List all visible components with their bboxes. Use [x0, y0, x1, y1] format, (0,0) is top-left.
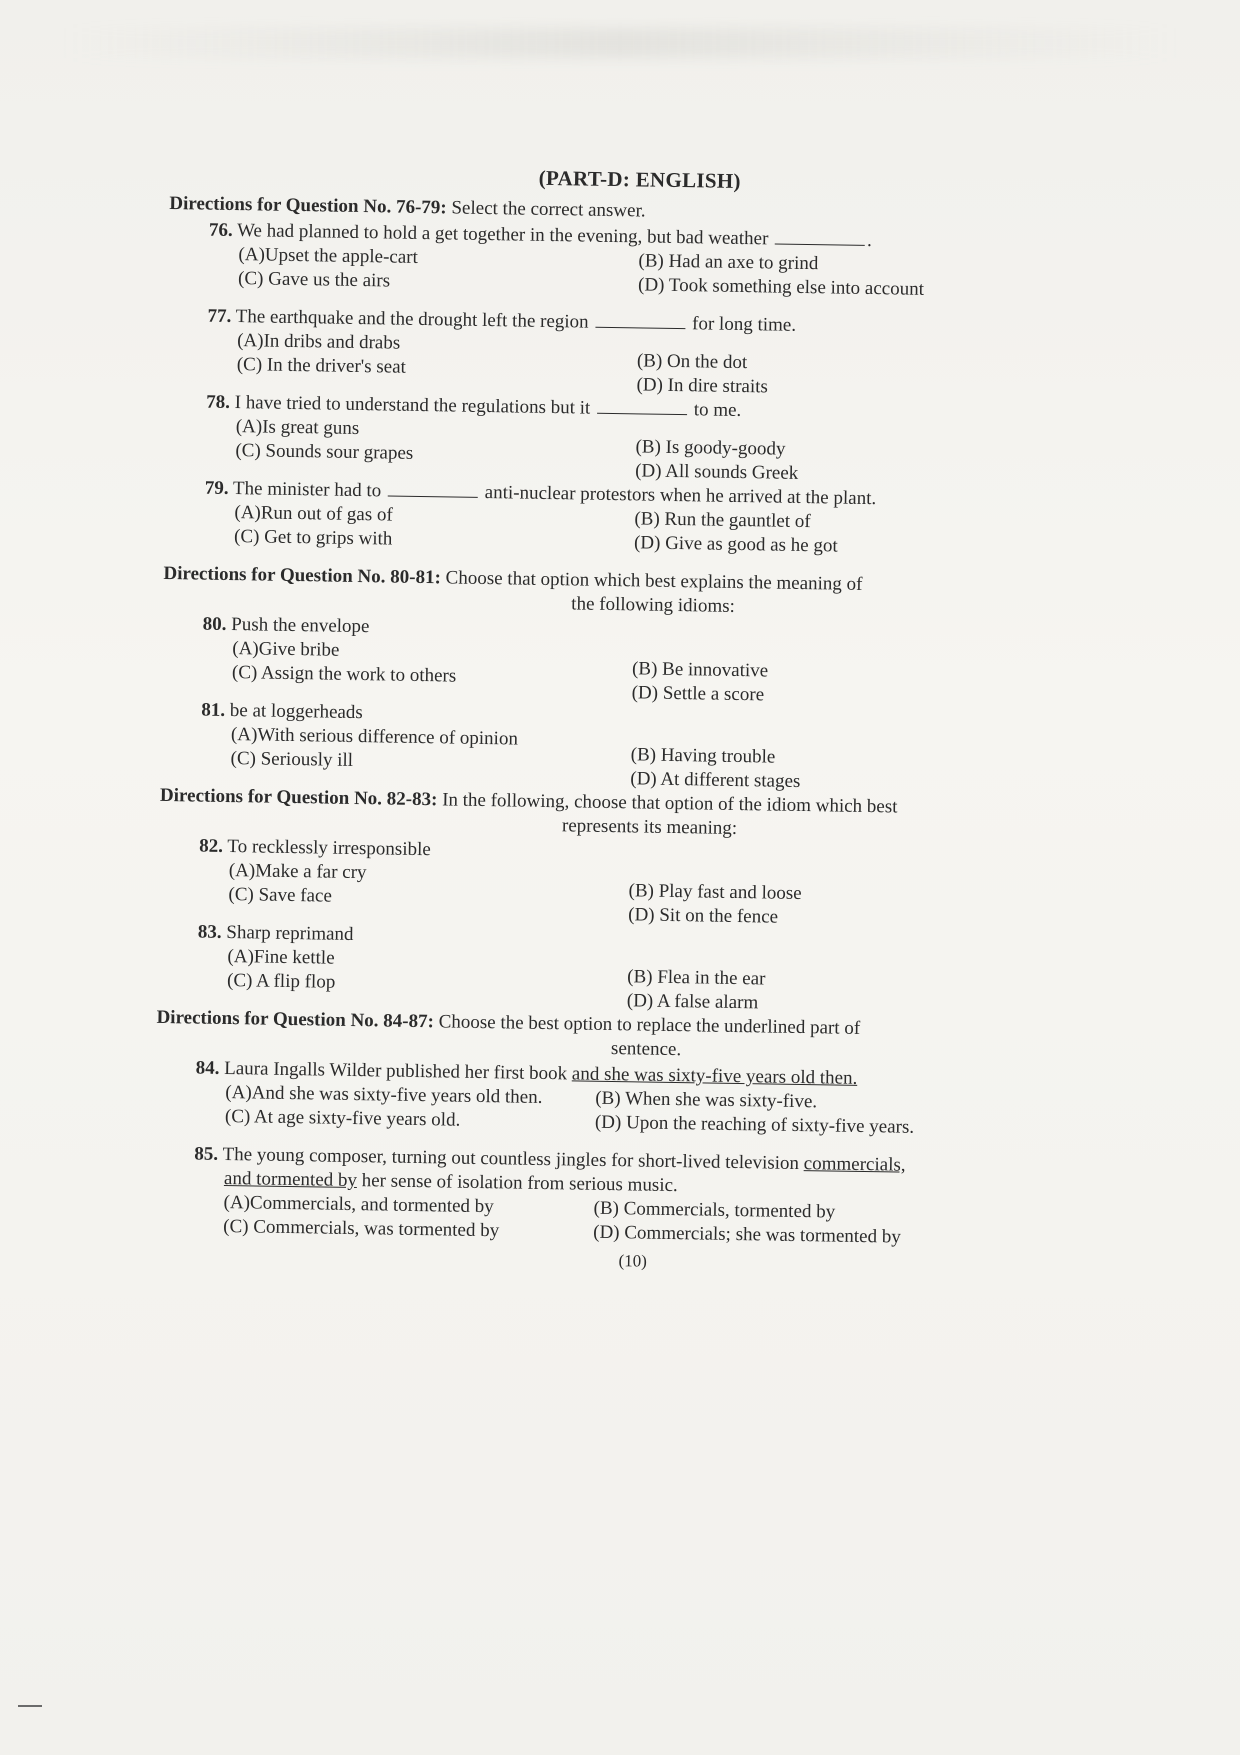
option-c: (C) Gave us the airs [237, 268, 391, 292]
option-d: (D) Sit on the fence [628, 904, 779, 928]
option-b: (B) Had an axe to grind [638, 250, 819, 275]
option-b: (B) Is goody-goody [635, 436, 786, 460]
option-d: (D) A false alarm [626, 990, 759, 1014]
question-83 [197, 921, 1058, 1014]
option-b: (B) When she was sixty-five. [595, 1087, 818, 1113]
directions-text: In the following, choose that option of the idiom which best [441, 789, 898, 818]
question-stem: 78. I have tried to understand the regulations but it to me. [206, 391, 742, 422]
question-78 [205, 391, 1066, 484]
question-85 [193, 1143, 1054, 1252]
option-c: (C) In the driver's seat [236, 354, 407, 378]
option-c: (C) Commercials, was tormented by [223, 1215, 500, 1242]
question-84 [195, 1057, 1056, 1142]
option-c: (C) Seriously ill [230, 748, 354, 771]
option-a: (A)Upset the apple-cart [238, 244, 419, 268]
directions-label: Directions for Question No. 82-83: [159, 784, 438, 811]
page-number: (10) [618, 1251, 648, 1271]
option-c: (C) Save face [228, 884, 333, 907]
option-a: (A)Fine kettle [227, 946, 335, 969]
option-a: (A)And she was sixty-five years old then. [225, 1081, 543, 1108]
directions-continuation: sentence. [610, 1038, 682, 1061]
option-a: (A)In dribs and drabs [237, 330, 401, 354]
directions-continuation: represents its meaning: [561, 815, 738, 839]
option-d: (D) Settle a score [631, 682, 765, 706]
option-d: (D) Upon the reaching of sixty-five years. [594, 1111, 915, 1138]
question-stem: 79. The minister had to anti-nuclear protestors when he arrived at the plant. [204, 477, 877, 510]
question-stem: 76. We had planned to hold a get together in the evening, but bad weather . [208, 219, 873, 252]
option-a: (A)With serious difference of opinion [230, 724, 519, 750]
question-stem-line-2: and tormented by her sense of isolation from serious music. [223, 1167, 678, 1197]
option-a: (A)Make a far cry [228, 860, 367, 884]
question-stem: 77. The earthquake and the drought left the region for long time. [207, 305, 797, 336]
question-stem: 80. Push the envelope [202, 613, 370, 638]
directions-text: Select the correct answer. [451, 197, 646, 222]
option-a: (A)Is great guns [235, 416, 360, 440]
option-b: (B) Be innovative [631, 658, 769, 682]
question-stem: 82. To recklessly irresponsible [199, 835, 431, 861]
option-b: (B) Commercials, tormented by [593, 1197, 836, 1223]
question-79 [204, 477, 1065, 562]
option-a: (A)Commercials, and tormented by [223, 1191, 494, 1218]
option-b: (B) Having trouble [630, 744, 776, 768]
option-d: (D) All sounds Greek [635, 460, 799, 484]
option-c: (C) A flip flop [226, 969, 336, 993]
option-d: (D) At different stages [630, 768, 801, 792]
underlined-part-2: and tormented by [223, 1167, 358, 1192]
option-b: (B) On the dot [636, 350, 748, 374]
option-d: (D) Took something else into account [637, 274, 925, 300]
margin-mark [18, 1705, 42, 1707]
option-b: (B) Flea in the ear [627, 966, 766, 990]
answer-blank [775, 230, 865, 246]
question-77 [207, 305, 1068, 398]
question-82 [198, 835, 1059, 928]
option-d: (D) Commercials; she was tormented by [593, 1221, 901, 1248]
option-a: (A)Give bribe [232, 638, 340, 661]
option-d: (D) In dire straits [636, 374, 769, 398]
question-81 [200, 699, 1061, 792]
directions-continuation: the following idioms: [571, 593, 736, 617]
part-title: (PART-D: ENGLISH) [538, 165, 741, 193]
underlined-part: commercials, [803, 1153, 906, 1176]
option-c: (C) At age sixty-five years old. [224, 1105, 461, 1131]
page-content [153, 160, 1070, 1280]
question-80 [202, 613, 1063, 706]
directions-text: Choose the best option to replace the underlined part of [438, 1011, 861, 1039]
directions-label: Directions for Question No. 84-87: [156, 1006, 435, 1033]
underlined-part: and she was sixty-five years old then. [571, 1063, 858, 1089]
scan-artifact [60, 28, 1180, 58]
option-c: (C) Assign the work to others [231, 662, 457, 687]
option-c: (C) Get to grips with [233, 526, 393, 550]
answer-blank [388, 481, 478, 497]
option-c: (C) Sounds sour grapes [235, 440, 414, 464]
question-76 [208, 219, 1069, 304]
option-b: (B) Run the gauntlet of [634, 508, 811, 533]
answer-blank [597, 399, 687, 415]
answer-blank [595, 313, 685, 329]
question-stem: 83. Sharp reprimand [197, 921, 354, 945]
question-stem: 81. be at loggerheads [201, 699, 363, 724]
question-stem: 85. The young composer, turning out countless jingles for short-lived television commercials, [194, 1143, 906, 1176]
option-b: (B) Play fast and loose [628, 880, 802, 905]
option-d: (D) Give as good as he got [633, 532, 838, 557]
directions-label: Directions for Question No. 76-79: [169, 192, 447, 219]
directions-label: Directions for Question No. 80-81: [163, 562, 442, 589]
option-a: (A)Run out of gas of [234, 502, 393, 526]
question-stem: 84. Laura Ingalls Wilder published her first book and she was sixty-five years old then. [195, 1057, 858, 1089]
directions-text: Choose that option which best explains the meaning of [445, 567, 863, 595]
